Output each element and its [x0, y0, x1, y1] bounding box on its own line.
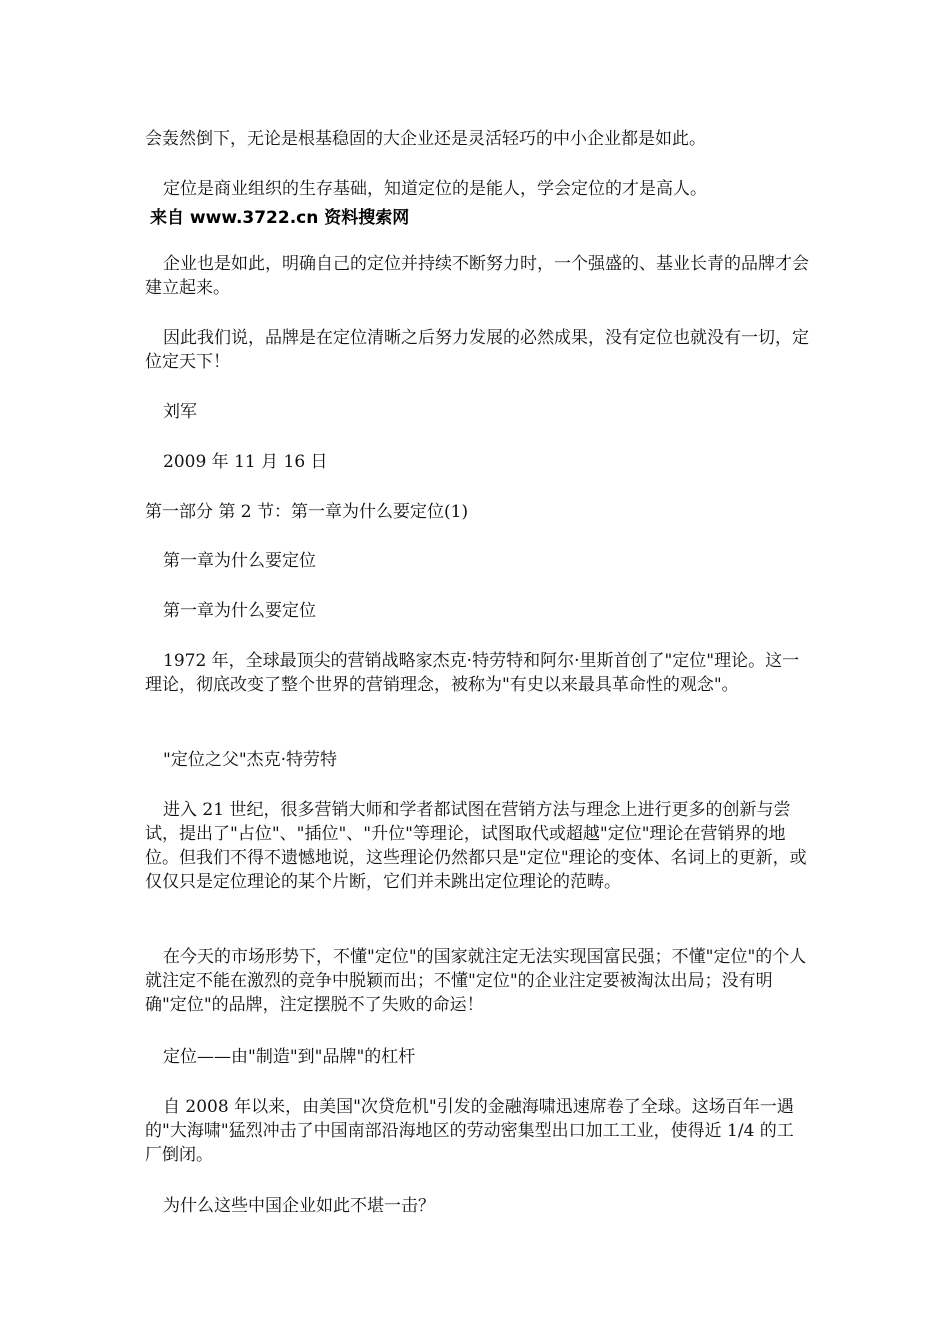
section-heading: 第一部分 第 2 节：第一章为什么要定位(1): [145, 502, 469, 522]
chapter-title: 第一章为什么要定位: [163, 601, 316, 621]
paragraph: 在今天的市场形势下，不懂"定位"的国家就注定无法实现国富民强；不懂"定位"的个人就注定不能在激烈的竞争中脱颖而出；不懂"定位"的企业注定要被淘汰出局；没有明确"定位"的品牌，注定摆脱不了失败的命运！: [145, 947, 807, 1015]
date-line: 2009 年 11 月 16 日: [163, 452, 328, 472]
watermark-text: 来自 www.3722.cn 资料搜索网: [150, 208, 410, 228]
paragraph: 企业也是如此，明确自己的定位并持续不断努力时，一个强盛的、基业长青的品牌才会建立起来。: [145, 254, 809, 298]
paragraph: 因此我们说，品牌是在定位清晰之后努力发展的必然成果，没有定位也就没有一切，定位定天下！: [145, 328, 809, 372]
paragraph: 进入 21 世纪，很多营销大师和学者都试图在营销方法与理念上进行更多的创新与尝试，提出了"占位"、"插位"、"升位"等理论，试图取代或超越"定位"理论在营销界的地位。但我们不得不遗憾地说，这些理论仍然都只是"定位"理论的变体、名词上的更新，或仅仅只是定位理论的某个片断，它们并未跳出定位理论的范畴。: [145, 800, 807, 892]
paragraph: 为什么这些中国企业如此不堪一击？: [163, 1196, 435, 1216]
paragraph: 自 2008 年以来，由美国"次贷危机"引发的金融海啸迅速席卷了全球。这场百年一遇的"大海啸"猛烈冲击了中国南部沿海地区的劳动密集型出口加工工业，使得近 1/4 的工厂倒闭。: [145, 1097, 794, 1165]
paragraph: 定位是商业组织的生存基础，知道定位的是能人，学会定位的才是高人。: [163, 179, 707, 199]
chapter-title: 第一章为什么要定位: [163, 551, 316, 571]
paragraph: 1972 年，全球最顶尖的营销战略家杰克·特劳特和阿尔·里斯首创了"定位"理论。这一理论，彻底改变了整个世界的营销理念，被称为"有史以来最具革命性的观念"。: [145, 651, 800, 695]
caption: "定位之父"杰克·特劳特: [163, 750, 338, 770]
author-name: 刘军: [163, 402, 197, 422]
paragraph: 会轰然倒下，无论是根基稳固的大企业还是灵活轻巧的中小企业都是如此。: [145, 129, 706, 149]
subheading: 定位——由"制造"到"品牌"的杠杆: [163, 1047, 416, 1067]
